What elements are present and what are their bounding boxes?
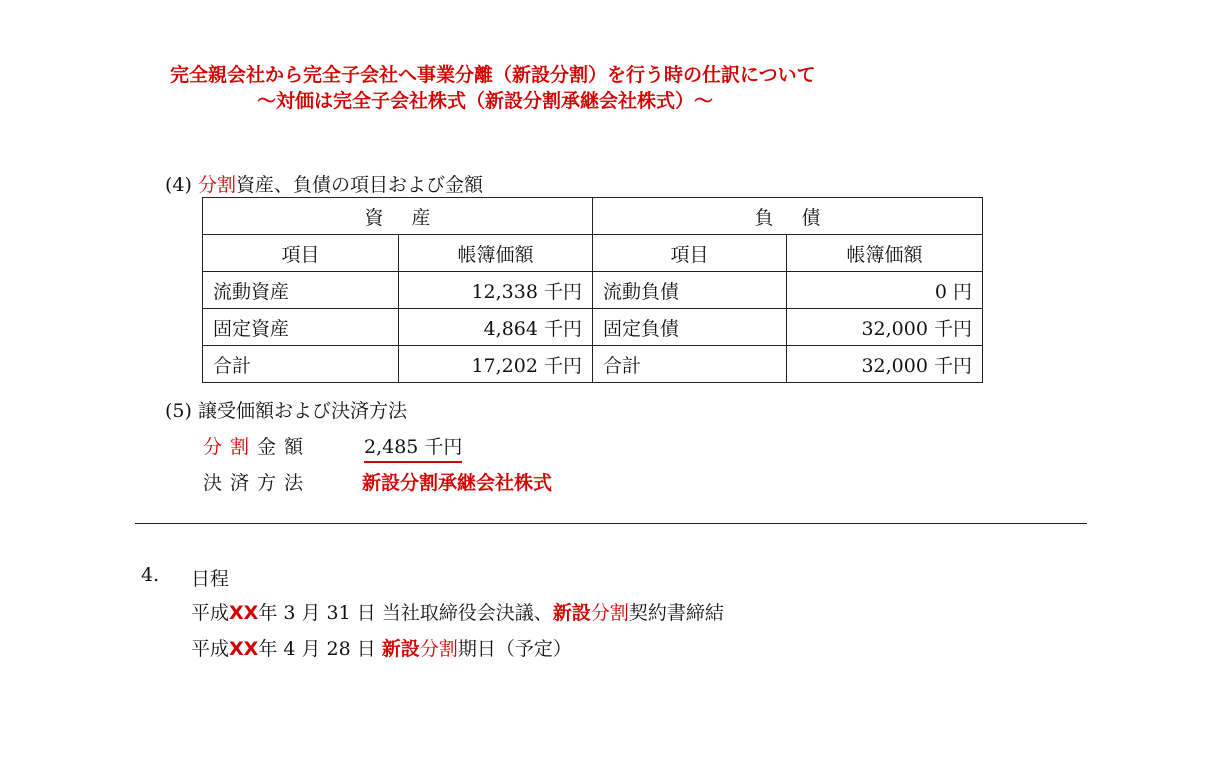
table-row — [203, 272, 983, 309]
schedule-red-bunkatsu: 分割 — [419, 638, 458, 660]
schedule-red-shinsetsu: 新設 — [552, 602, 591, 624]
column-header-asset-book-value: 帳簿価額 — [399, 235, 593, 272]
schedule-red-bunkatsu: 分割 — [590, 602, 629, 624]
schedule-date: 年 3 月 31 日 当社取締役会決議、 — [258, 602, 553, 624]
section-4-number: (4) — [165, 174, 192, 196]
section-divider — [135, 523, 1087, 524]
table-row — [203, 346, 983, 383]
table-cell: 12,338 千円 — [399, 272, 593, 309]
title-line-1: 完全親会社から完全子会社へ事業分離（新設分割）を行う時の仕訳について — [170, 64, 816, 86]
schedule-date: 年 4 月 28 日 — [258, 638, 382, 660]
section-4-heading — [165, 170, 483, 197]
column-header-liability-book-value: 帳簿価額 — [787, 235, 983, 272]
schedule-suffix: 契約書締結 — [628, 602, 724, 624]
year-placeholder: XX — [229, 602, 259, 624]
split-amount-label-red: 分割 — [203, 436, 258, 458]
table-cell: 4,864 千円 — [399, 309, 593, 346]
table-group-header-row — [203, 198, 983, 235]
table-cell: 流動資産 — [203, 272, 399, 309]
schedule-red-shinsetsu: 新設 — [381, 638, 420, 660]
column-header-asset-item: 項目 — [203, 235, 399, 272]
table-cell: 固定資産 — [203, 309, 399, 346]
assets-group-header: 資産 — [203, 198, 593, 235]
schedule-line-effective-date — [191, 634, 572, 661]
year-placeholder: XX — [229, 638, 259, 660]
table-cell: 合計 — [593, 346, 787, 383]
schedule-suffix: 期日（予定） — [457, 638, 572, 660]
split-amount-value: 2,485 千円 — [364, 432, 462, 463]
settlement-method-value: 新設分割承継会社株式 — [362, 472, 553, 494]
table-row — [203, 309, 983, 346]
schedule-number: 4. — [141, 564, 160, 586]
table-cell: 17,202 千円 — [399, 346, 593, 383]
table-column-header-row — [203, 235, 983, 272]
table-cell: 0 円 — [787, 272, 983, 309]
column-header-liability-item: 項目 — [593, 235, 787, 272]
settlement-method-label: 決済方法 — [203, 472, 312, 494]
table-cell: 合計 — [203, 346, 399, 383]
section-5-heading: (5) 譲受価額および決済方法 — [165, 400, 407, 422]
era-prefix: 平成 — [191, 638, 230, 660]
schedule-line-board-resolution — [191, 598, 724, 625]
era-prefix: 平成 — [191, 602, 230, 624]
split-amount-label-rest: 金額 — [257, 436, 312, 458]
table-cell: 流動負債 — [593, 272, 787, 309]
table-cell: 固定負債 — [593, 309, 787, 346]
table-cell: 32,000 千円 — [787, 346, 983, 383]
liabilities-group-header: 負債 — [593, 198, 983, 235]
title-line-2: ～対価は完全子会社株式（新設分割承継会社株式）～ — [257, 90, 714, 112]
section-4-heading-red: 分割 — [197, 174, 236, 196]
table-cell: 32,000 千円 — [787, 309, 983, 346]
schedule-heading: 日程 — [191, 568, 230, 590]
section-4-heading-rest: 資産、負債の項目および金額 — [235, 174, 483, 196]
balance-table — [202, 197, 983, 383]
split-amount-label — [203, 432, 311, 459]
